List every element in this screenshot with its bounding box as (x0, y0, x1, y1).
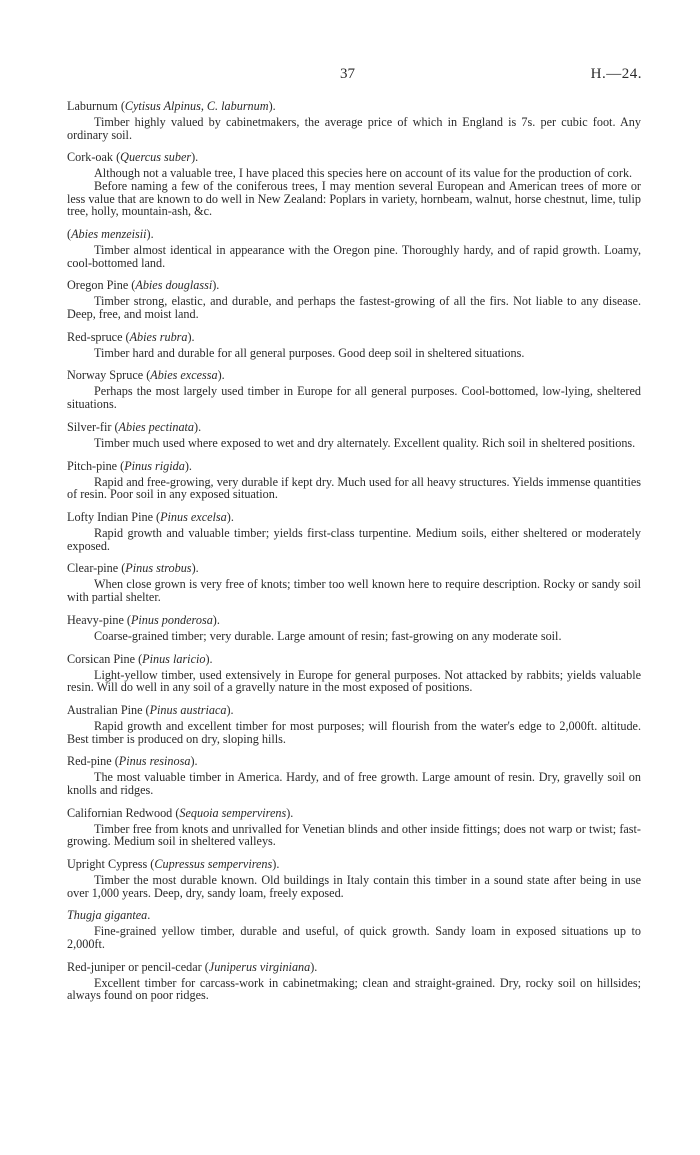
common-name: Red-pine ( (67, 754, 119, 769)
species-entry (67, 703, 641, 745)
species-entry (67, 330, 641, 360)
species-description: Timber free from knots and unrivalled for Venetian blinds and other inside fittings; does not warp or twist; fast-growing. Medium soil in sheltered valleys. (67, 821, 641, 849)
species-title (67, 99, 641, 114)
title-punctuation: ). (191, 561, 199, 576)
latin-name: Pinus strobus (125, 561, 192, 576)
title-punctuation: ). (286, 805, 294, 820)
title-punctuation: ). (272, 857, 280, 872)
species-entry (67, 754, 641, 796)
species-description: Excellent timber for carcass-work in cabinetmaking; clean and straight-grained. Dry, rocky soil on hillsides; always found on poor ridges. (67, 975, 641, 1003)
latin-name: Pinus excelsa (160, 510, 227, 524)
species-title (67, 652, 641, 667)
species-description: Rapid growth and excellent timber for most purposes; will flourish from the water's edge to 2,000ft. altitude. Best timber is produced on dry, sloping hills. (67, 718, 641, 746)
common-name: Cork-oak ( (67, 150, 121, 165)
species-entry (67, 652, 641, 694)
common-name: Silver-fir ( (67, 419, 119, 434)
species-title (67, 908, 641, 923)
title-punctuation: ). (226, 702, 234, 717)
common-name: Australian Pine ( (67, 702, 150, 717)
species-title (67, 613, 641, 628)
page-header (0, 66, 700, 86)
species-title (67, 703, 641, 718)
species-entry (67, 368, 641, 410)
species-description: Timber hard and durable for all general purposes. Good deep soil in sheltered situations. (94, 345, 525, 360)
common-name: Heavy-pine ( (67, 612, 131, 627)
common-name: Red-juniper or pencil-cedar ( (67, 959, 209, 974)
species-title (67, 278, 641, 293)
species-description: Rapid and free-growing, very durable if kept dry. Much used for all heavy structures. Yields immense quantities of resin. Poor soil in any exposed situation. (67, 474, 641, 502)
species-description: Timber almost identical in appearance with the Oregon pine. Thoroughly hardy, and of rapid growth. Loamy, cool-bottomed land. (67, 242, 641, 270)
species-entry (67, 459, 641, 501)
species-entry (67, 613, 641, 643)
title-punctuation: ). (187, 329, 195, 344)
latin-name: Abies rubra (129, 329, 188, 344)
title-punctuation: ). (194, 419, 202, 434)
document-reference: H.—24. (590, 66, 642, 82)
latin-name: Cupressus sempervirens (154, 857, 273, 872)
species-title (67, 510, 641, 525)
species-description: Timber highly valued by cabinetmakers, the average price of which in England is 7s. per cubic foot. Any ordinary soil. (67, 115, 641, 142)
species-entry (67, 99, 641, 141)
title-punctuation: ). (190, 754, 198, 769)
latin-name: Pinus laricio (142, 651, 206, 666)
species-description: Before naming a few of the coniferous trees, I may mention several European and American trees of more or less value that are known to do well in New Zealand: Poplars in variety, hornbeam, walnut, horse chestnut, lime, tulip tree, holly, mountain-ash, &c. (67, 178, 641, 219)
latin-name: Cytisus Alpinus, C. laburnum (124, 99, 269, 113)
latin-name: Abies excessa (150, 368, 218, 383)
common-name: Red-spruce ( (67, 329, 130, 344)
latin-name: Abies menzeisii (71, 226, 147, 241)
title-punctuation: ). (226, 510, 234, 524)
species-title (67, 150, 641, 165)
common-name: Corsican Pine ( (67, 651, 143, 666)
species-description: When close grown is very free of knots; timber too well known here to require description. Rocky or sandy soil with partial shelter. (67, 577, 641, 604)
species-entry (67, 150, 641, 217)
species-title (67, 420, 641, 435)
common-name: Laburnum ( (67, 99, 125, 113)
species-title (67, 330, 641, 345)
title-punctuation: ). (268, 99, 276, 113)
common-name: ( (67, 226, 72, 241)
latin-name: Pinus ponderosa (130, 612, 213, 627)
title-punctuation: . (147, 908, 151, 923)
title-punctuation: ). (184, 458, 192, 473)
title-punctuation: ). (212, 278, 220, 293)
title-punctuation: ). (205, 651, 213, 666)
common-name: Clear-pine ( (67, 561, 126, 576)
species-description: The most valuable timber in America. Hardy, and of free growth. Large amount of resin. Dry, gravelly soil on knolls and ridges. (67, 770, 641, 797)
species-entry (67, 278, 641, 320)
species-title (67, 754, 641, 769)
species-description: Timber the most durable known. Old buildings in Italy contain this timber in a sound state after being in use over 1,000 years. Deep, dry, sandy loam, freely exposed. (67, 873, 641, 900)
species-title (67, 857, 641, 872)
species-entry (67, 561, 641, 603)
common-name: Norway Spruce ( (67, 368, 151, 383)
species-title (67, 227, 641, 242)
species-list (67, 99, 641, 1011)
species-title (67, 806, 641, 821)
latin-name: Thugja gigantea (67, 908, 148, 923)
species-entry (67, 857, 641, 899)
species-entry (67, 908, 641, 950)
common-name: Californian Redwood ( (67, 805, 180, 820)
common-name: Lofty Indian Pine ( (67, 510, 161, 524)
species-description: Rapid growth and valuable timber; yields first-class turpentine. Medium soils, either sheltered or moderately exposed. (67, 526, 641, 553)
species-title (67, 561, 641, 576)
latin-name: Pinus austriaca (149, 702, 227, 717)
species-title (67, 960, 641, 975)
species-description: Light-yellow timber, used extensively in Europe for general purposes. Not attacked by rabbits; yields valuable resin. Will do well in any soil of a gravelly nature in the most exposed of positions. (67, 667, 641, 695)
latin-name: Abies douglassi (135, 278, 213, 293)
species-entry (67, 420, 641, 450)
species-description: Although not a valuable tree, I have placed this species here on account of its value for the production of cork. (94, 166, 633, 181)
latin-name: Sequoia sempervirens (179, 805, 287, 820)
species-title (67, 368, 641, 383)
species-entry (67, 227, 641, 269)
species-title (67, 459, 641, 474)
latin-name: Pinus resinosa (118, 754, 191, 769)
latin-name: Pinus rigida (124, 458, 185, 473)
species-entry (67, 510, 641, 552)
species-description: Perhaps the most largely used timber in Europe for all general purposes. Cool-bottomed, low-lying, sheltered situations. (67, 384, 641, 412)
species-description: Timber strong, elastic, and durable, and perhaps the fastest-growing of all the firs. Not liable to any disease. Deep, free, and moist land. (67, 294, 641, 321)
common-name: Pitch-pine ( (67, 458, 125, 473)
species-entry (67, 960, 641, 1002)
species-description: Timber much used where exposed to wet and dry alternately. Excellent quality. Rich soil in sheltered positions. (94, 435, 636, 450)
title-punctuation: ). (146, 226, 154, 241)
title-punctuation: ). (217, 368, 225, 383)
species-description: Fine-grained yellow timber, durable and useful, of quick growth. Sandy loam in exposed situations up to 2,000ft. (67, 924, 641, 951)
title-punctuation: ). (212, 612, 220, 627)
species-entry (67, 806, 641, 848)
common-name: Oregon Pine ( (67, 278, 136, 293)
species-description: Coarse-grained timber; very durable. Large amount of resin; fast-growing on any moderate soil. (94, 628, 562, 643)
latin-name: Quercus suber (120, 150, 192, 165)
latin-name: Abies pectinata (118, 419, 195, 434)
page-number: 37 (340, 66, 355, 82)
title-punctuation: ). (310, 959, 318, 974)
latin-name: Juniperus virginiana (208, 959, 311, 974)
title-punctuation: ). (191, 150, 199, 165)
common-name: Upright Cypress ( (67, 857, 155, 872)
